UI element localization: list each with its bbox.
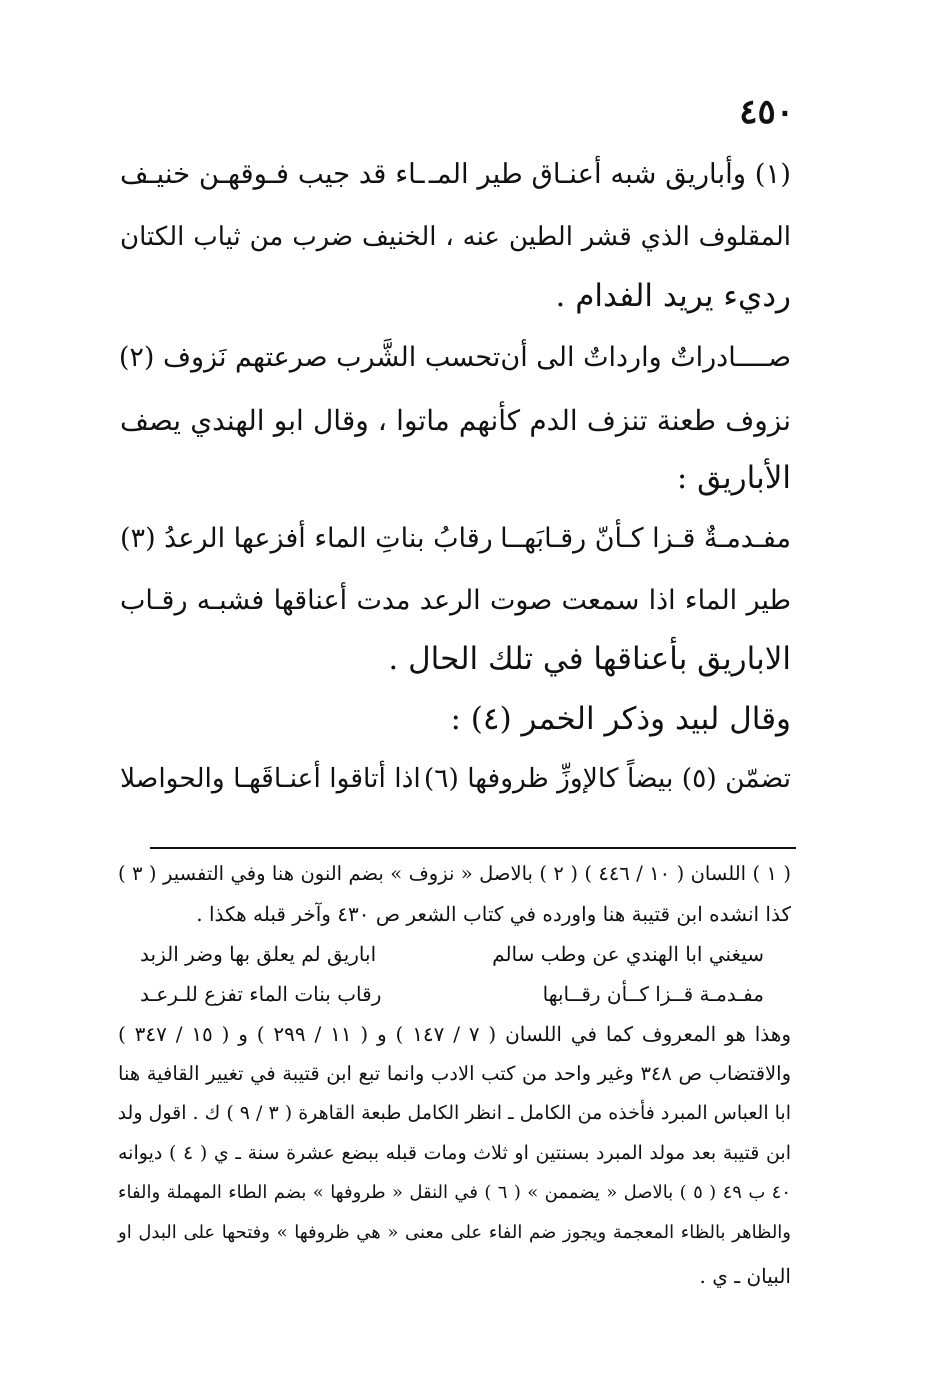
paragraph-3-line-1: طير الماء اذا سمعت صوت الرعد مدت أعناقها فشبـه رقـاب xyxy=(120,585,791,616)
verse-3-second-hemistich: رقابُ بناتِ الماء أفزعها الرعدُ (٣) xyxy=(120,523,493,554)
paragraph-1-line-1: المقلوف الذي قشر الطين عنه ، الخنيف ضرب من ثياب الكتان xyxy=(120,222,791,252)
footnote-line-9: البيان ـ ي . xyxy=(699,1264,791,1288)
verse-1-first-hemistich: (١) وأباريق شبه أعنـاق طير المـ xyxy=(428,158,791,190)
intro-4: وقال لبيد وذكر الخمر (٤) : xyxy=(450,701,791,737)
paragraph-3-line-2: الاباريق بأعناقها في تلك الحال . xyxy=(388,641,791,677)
footnote-line-7: ٤٠ ب ٤٩ ( ٥ ) بالاصل « يضممن » ( ٦ ) في النقل « طروفها » بضم الطاء المهملة والفاء xyxy=(118,1182,791,1203)
page-number: ٤٥٠ xyxy=(739,92,794,132)
footnote-line-8: والظاهر بالظاء المعجمة ويجوز ضم الفاء على معنى « هي ظروفها » وفتحها على البدل او xyxy=(118,1222,791,1243)
verse-2-second-hemistich: تحسب الشَّرب صرعتهم نَزوف (٢) xyxy=(118,342,501,373)
footnote-line-1: ( ١ ) اللسان ( ١٠ / ٤٤٦ ) ( ٢ ) بالاصل « نزوف » بضم النون هنا وفي التفسير ( ٣ ) xyxy=(118,862,792,885)
verse-2 xyxy=(120,342,791,373)
paragraph-2-line-2: الأباريق : xyxy=(676,460,791,496)
footnote-verse-2-first: مفـدمـة قــزا كــأن رقــابها xyxy=(542,982,764,1006)
paragraph-1-line-2: رديء يريد الفدام . xyxy=(555,278,791,314)
footnote-line-4: والاقتضاب ص ٣٤٨ وغير واحد من كتب الادب وانما تبع ابن قتيبة في تغيير القافية هنا xyxy=(118,1062,791,1085)
footnote-line-2: كذا انشده ابن قتيبة هنا واورده في كتاب الشعر ص ٤٣٠ وآخر قبله هكذا . xyxy=(196,902,791,926)
verse-4 xyxy=(120,763,791,794)
verse-1 xyxy=(120,158,791,190)
verse-4-second-hemistich: اذا أتاقوا أعنـاقَهـا والحواصلا xyxy=(120,763,421,794)
footnote-line-3: وهذا هو المعروف كما في اللسان ( ٧ / ١٤٧ ) و ( ١١ / ٢٩٩ ) و ( ١٥ / ٣٤٧ ) xyxy=(118,1022,791,1046)
footnote-separator xyxy=(150,847,796,849)
footnote-verse-1-second: اباريق لم يعلق بها وضر الزبد xyxy=(140,942,377,966)
verse-2-first-hemistich: صــــادراتٌ وارداتٌ الى أن xyxy=(500,342,791,373)
footnote-verse-1-first: سيغني ابا الهندي عن وطب سالم xyxy=(492,942,764,966)
footnote-line-5: ابا العباس المبرد فأخذه من الكامل ـ انظر الكامل طبعة القاهرة ( ٣ / ٩ ) ك . اقول ولد xyxy=(117,1102,791,1124)
footnote-verse-1 xyxy=(140,942,764,966)
footnote-verse-2-second: رقاب بنات الماء تفزع للـرعـد xyxy=(140,982,382,1006)
verse-3 xyxy=(120,523,791,554)
paragraph-2-line-1: نزوف طعنة تنزف الدم كأنهم ماتوا ، وقال ابو الهندي يصف xyxy=(120,404,792,437)
verse-4-first-hemistich: تضمّن (٥) بيضاً كالإوزِّ ظروفها (٦) xyxy=(423,763,791,794)
verse-3-first-hemistich: مفـدمـةٌ قـزا كـأنّ رقـابَهــا xyxy=(500,523,791,554)
footnote-verse-2 xyxy=(140,982,764,1006)
footnote-line-6: ابن قتيبة بعد مولد المبرد بسنتين او ثلاث ومات قبله ببضع عشرة سنة ـ ي ( ٤ ) ديوانه xyxy=(118,1142,791,1164)
verse-1-second-hemistich: ـاء قد جيب فـوقهـن خنيـف xyxy=(120,158,425,190)
